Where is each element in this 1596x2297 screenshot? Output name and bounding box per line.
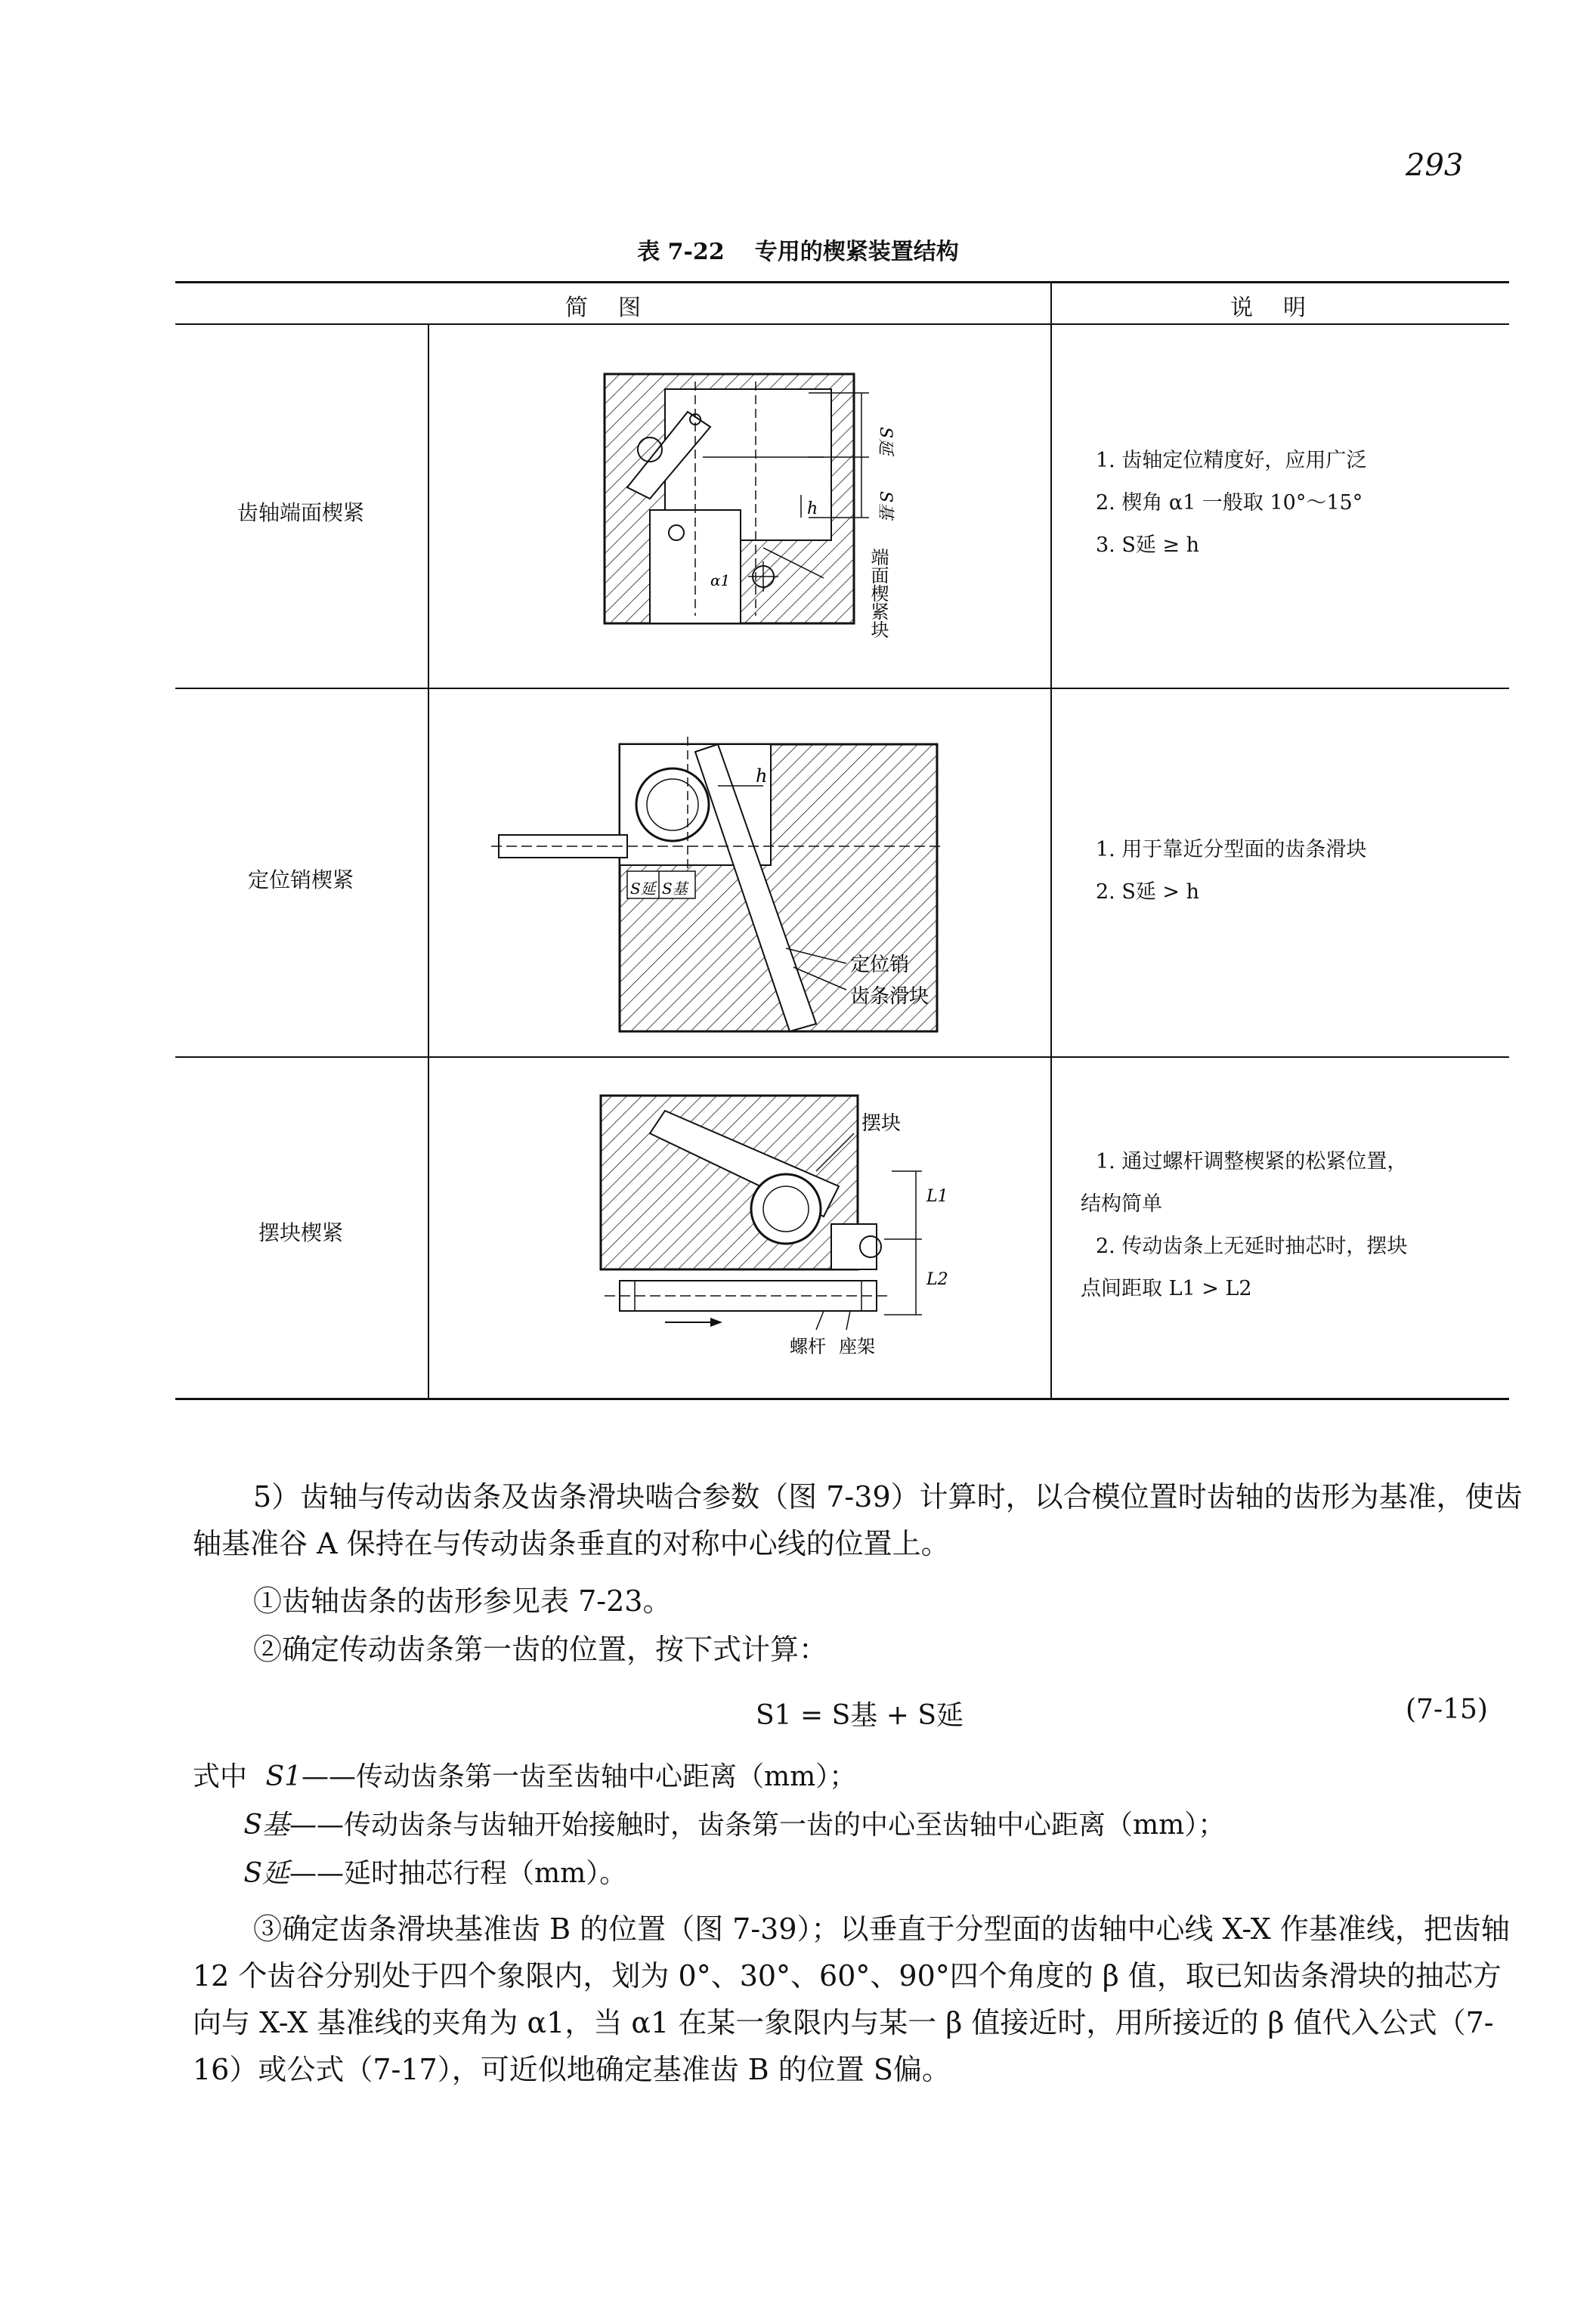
item-2: ②确定传动齿条第一齿的位置，按下式计算： bbox=[253, 1633, 828, 1666]
table-bottom-rule bbox=[175, 1398, 1509, 1400]
defs-intro: 式中 bbox=[193, 1761, 248, 1792]
row1-note-2: 2. 楔角 α1 一般取 10°～15° bbox=[1096, 491, 1363, 515]
def-text-s1: ——传动齿条第一齿至齿轴中心距离（mm）； bbox=[302, 1761, 857, 1792]
row1-s-base-label: S基 bbox=[876, 491, 895, 520]
formula-expression: S1 = S基 + S延 bbox=[756, 1700, 963, 1731]
def-text-s-base: ——传动齿条与齿轴开始接触时，齿条第一齿的中心至齿轴中心距离（mm）； bbox=[289, 1810, 1226, 1841]
row3-l1-label: L1 bbox=[926, 1187, 948, 1206]
row3-note-1: 1. 通过螺杆调整楔紧的松紧位置， bbox=[1096, 1150, 1408, 1173]
definitions bbox=[193, 1753, 1225, 1898]
table-number: 表 7-22 bbox=[637, 239, 725, 265]
item-1: ①齿轴齿条的齿形参见表 7-23。 bbox=[253, 1584, 672, 1618]
row2-figure bbox=[491, 722, 975, 1046]
row2-callout-slider: 齿条滑块 bbox=[850, 985, 929, 1008]
row3-notes bbox=[1081, 1141, 1407, 1310]
header-notes: 说明 bbox=[1230, 295, 1336, 321]
row3-label: 摆块楔紧 bbox=[258, 1220, 343, 1245]
def-text-s-delay: ——延时抽芯行程（mm）。 bbox=[289, 1858, 627, 1889]
row2-h-label: h bbox=[756, 765, 768, 787]
row3-note-2: 结构简单 bbox=[1081, 1192, 1162, 1216]
row2-s-base-label: S基 bbox=[662, 880, 688, 898]
col-divider-main bbox=[1050, 281, 1052, 1398]
row3-note-4: 点间距取 L1 > L2 bbox=[1081, 1277, 1252, 1300]
row2-notes bbox=[1096, 829, 1366, 914]
def-symbol-s-base: S基 bbox=[243, 1810, 289, 1841]
row1-callout-label: 端面楔紧块 bbox=[868, 548, 889, 638]
row2-note-1: 1. 用于靠近分型面的齿条滑块 bbox=[1096, 838, 1367, 861]
row1-alpha-label: α1 bbox=[710, 571, 731, 589]
row2-callout-pin: 定位销 bbox=[850, 954, 910, 976]
def-symbol-s1: S1 bbox=[265, 1761, 302, 1792]
row3-l2-label: L2 bbox=[926, 1270, 948, 1289]
row3-callout-swing-block: 摆块 bbox=[861, 1112, 902, 1135]
table-caption: 专用的楔紧装置结构 bbox=[754, 239, 959, 265]
row-divider-2 bbox=[175, 1056, 1509, 1058]
row1-s-delay-label: S延 bbox=[876, 427, 895, 456]
row3-note-3: 2. 传动齿条上无延时抽芯时，摆块 bbox=[1096, 1235, 1408, 1258]
paragraph-5: 5）齿轴与传动齿条及齿条滑块啮合参数（图 7-39）计算时，以合模位置时齿轴的齿形为基准，使齿轴基准谷 A 保持在与传动齿条垂直的对称中心线的位置上。 bbox=[193, 1480, 1523, 1560]
row1-note-1: 1. 齿轴定位精度好，应用广泛 bbox=[1096, 449, 1367, 472]
formula-number: (7-15) bbox=[1406, 1694, 1488, 1725]
row1-label: 齿轴端面楔紧 bbox=[237, 500, 364, 525]
row1-h-label: h bbox=[807, 499, 818, 518]
row-divider-1 bbox=[175, 688, 1509, 689]
header-bottom-rule bbox=[175, 323, 1509, 325]
table-title bbox=[0, 233, 1596, 266]
row3-figure bbox=[589, 1088, 952, 1375]
row1-notes bbox=[1096, 440, 1366, 567]
table-top-rule bbox=[175, 281, 1509, 283]
row1-figure bbox=[597, 366, 914, 672]
row1-note-3: 3. S延 ≥ h bbox=[1096, 533, 1200, 557]
def-symbol-s-delay: S延 bbox=[243, 1858, 289, 1889]
row3-callout-screw: 螺杆 bbox=[790, 1336, 826, 1357]
row2-label: 定位销楔紧 bbox=[247, 867, 354, 892]
item-3: ③确定齿条滑块基准齿 B 的位置（图 7-39）；以垂直于分型面的齿轴中心线 X-X 作基准线，把齿轴 12 个齿谷分别处于四个象限内，划为 0°、30°、60°、90°四个角度的 β 值，取已知齿条滑块的抽芯方向与 X-X 基准线的夹角为 α1，当 α1 在某一象限内与某一 β 值接近时，用所接近的 β 值代入公式（7-16）或公式（7-17），可近似地确定基准齿 B 的位置 S偏。 bbox=[193, 1912, 1510, 2086]
row3-callout-seat: 座架 bbox=[839, 1336, 875, 1357]
page-number: 293 bbox=[1406, 148, 1464, 183]
header-figure: 简图 bbox=[565, 295, 671, 321]
row2-note-2: 2. S延 > h bbox=[1096, 880, 1200, 904]
row2-s-delay-label: S延 bbox=[630, 880, 656, 898]
